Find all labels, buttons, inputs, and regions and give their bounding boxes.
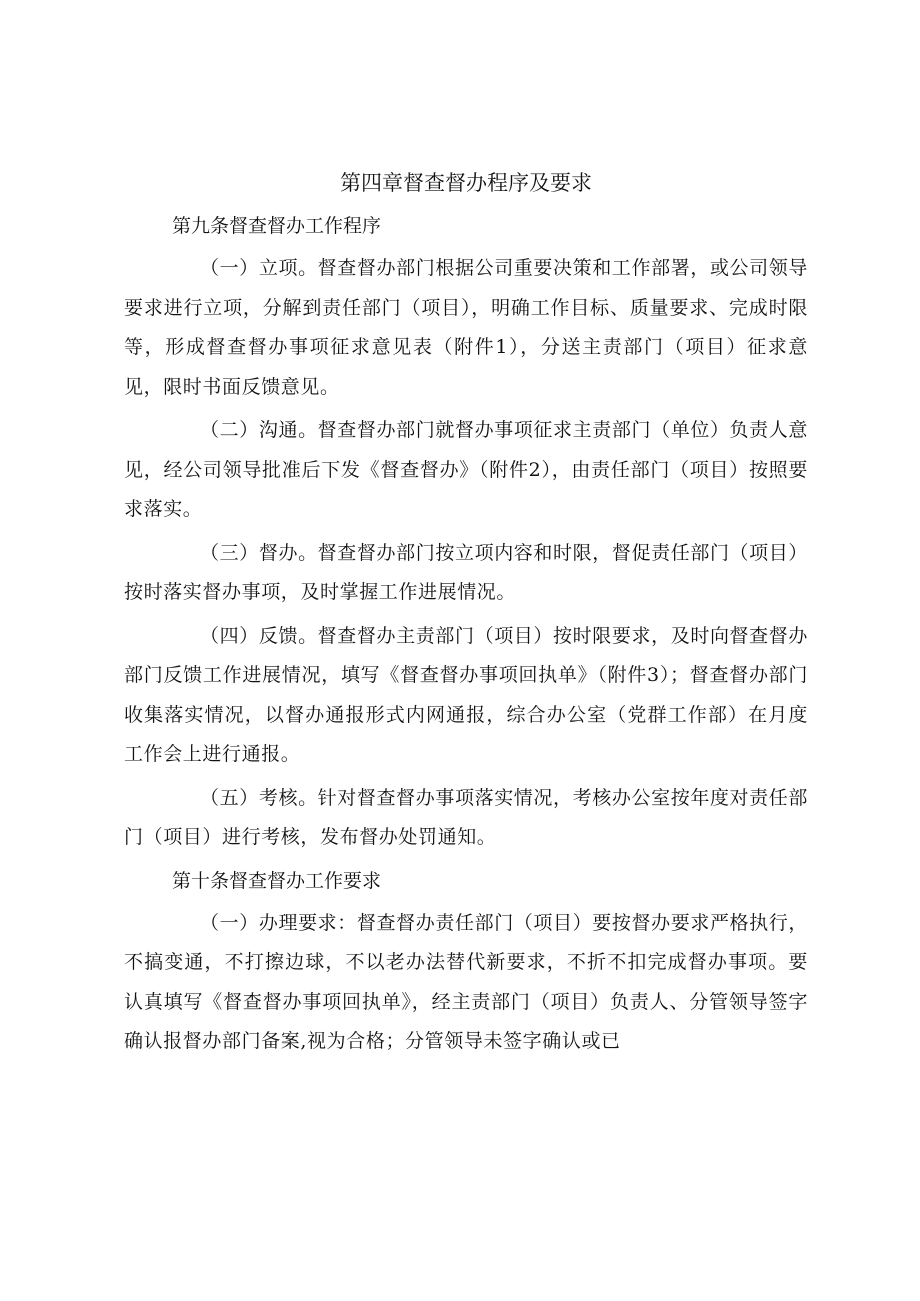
document-page	[124, 165, 808, 1066]
article-9-paragraph-5: （五）考核。针对督查督办事项落实情况，考核办公室按年度对责任部门（项目）进行考核，发布督办处罚通知。	[124, 786, 808, 848]
article-9-heading: 第九条督查督办工作程序	[172, 215, 382, 237]
article-10-paragraph-1: （一）办理要求：督查督办责任部门（项目）要按督办要求严格执行，不搞变通，不打擦边球，不以老办法替代新要求，不折不扣完成督办事项。要认真填写《督查督办事项回执单》，经主责部门（项目）负责人、分管领导签字确认报督办部门备案,视为合格；分管领导未签字确认或已	[124, 911, 808, 1052]
chapter-title: 第四章督查督办程序及要求	[340, 171, 592, 195]
article-9-paragraph-1: （一）立项。督查督办部门根据公司重要决策和工作部署，或公司领导要求进行立项，分解到责任部门（项目），明确工作目标、质量要求、完成时限等，形成督查督办事项征求意见表（附件1），分送主责部门（项目）征求意见，限时书面反馈意见。	[124, 257, 808, 398]
article-9-paragraph-3: （三）督办。督查督办部门按立项内容和时限，督促责任部门（项目）按时落实督办事项，及时掌握工作进展情况。	[124, 541, 808, 603]
article-10-heading: 第十条督查督办工作要求	[172, 869, 382, 892]
article-9-paragraph-2: （二）沟通。督查督办部门就督办事项征求主责部门（单位）负责人意见，经公司领导批准后下发《督查督办》（附件2），由责任部门（项目）按照要求落实。	[124, 419, 808, 520]
article-9-paragraph-4: （四）反馈。督查督办主责部门（项目）按时限要求，及时向督查督办部门反馈工作进展情况，填写《督查督办事项回执单》（附件3）；督查督办部门收集落实情况，以督办通报形式内网通报，综合办公室（党群工作部）在月度工作会上进行通报。	[124, 624, 808, 765]
